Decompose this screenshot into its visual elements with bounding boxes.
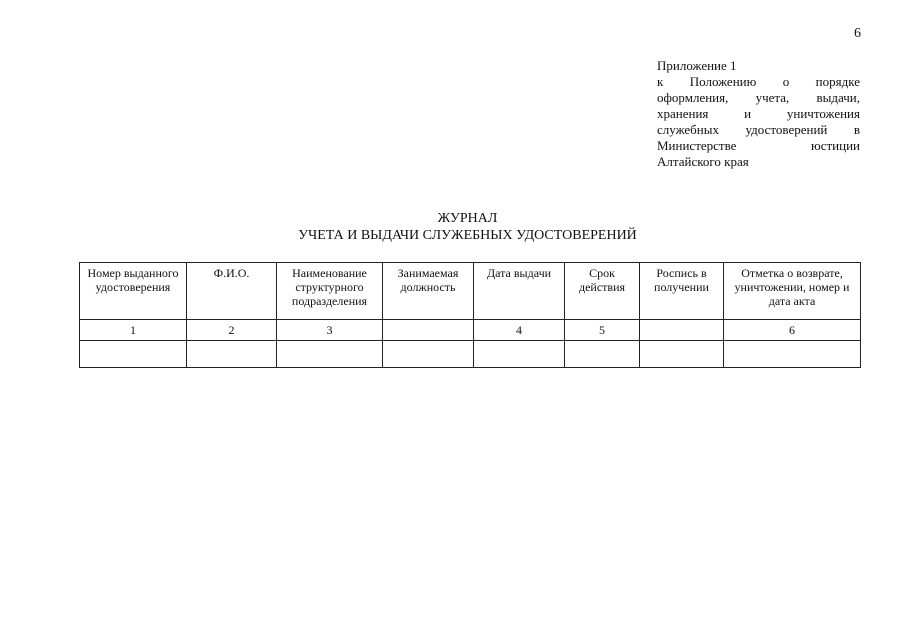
header-cell-position: Занимаемая должность [383,263,474,320]
appendix-block [657,58,860,170]
number-cell-2: 2 [187,320,277,341]
appendix-line-4: служебных удостоверений в [657,122,860,137]
journal-title-line-1: ЖУРНАЛ [437,211,498,226]
header-cell-department: Наименование структурного подразделения [277,263,383,320]
header-cell-issue-date: Дата выдачи [474,263,565,320]
journal-title-line-2: УЧЕТА И ВЫДАЧИ СЛУЖЕБНЫХ УДОСТОВЕРЕНИЙ [298,228,637,243]
table-header-row [80,263,861,320]
empty-cell [565,341,640,368]
empty-cell [277,341,383,368]
empty-cell [640,341,724,368]
number-cell-8: 6 [724,320,861,341]
appendix-line-2: оформления, учета, выдачи, [657,90,860,105]
table-empty-row [80,341,861,368]
header-cell-number: Номер выданного удостоверения [80,263,187,320]
appendix-line-5: Министерстве юстиции [657,138,860,153]
appendix-line-1: к Положению о порядке [657,74,860,89]
header-cell-return-mark: Отметка о возврате, уничтожении, номер и дата акта [724,263,861,320]
appendix-title: Приложение 1 [657,58,737,73]
header-cell-signature: Роспись в получении [640,263,724,320]
empty-cell [80,341,187,368]
empty-cell [383,341,474,368]
number-cell-6: 5 [565,320,640,341]
header-cell-fio: Ф.И.О. [187,263,277,320]
page-number: 6 [854,26,861,41]
appendix-line-6: Алтайского края [657,154,749,169]
empty-cell [724,341,861,368]
number-cell-5: 4 [474,320,565,341]
journal-title [0,210,905,244]
number-cell-4 [383,320,474,341]
number-cell-1: 1 [80,320,187,341]
empty-cell [474,341,565,368]
header-cell-validity: Срок действия [565,263,640,320]
empty-cell [187,341,277,368]
number-cell-3: 3 [277,320,383,341]
number-cell-7 [640,320,724,341]
table-number-row [80,320,861,341]
journal-table [79,262,861,368]
appendix-line-3: хранения и уничтожения [657,106,860,121]
